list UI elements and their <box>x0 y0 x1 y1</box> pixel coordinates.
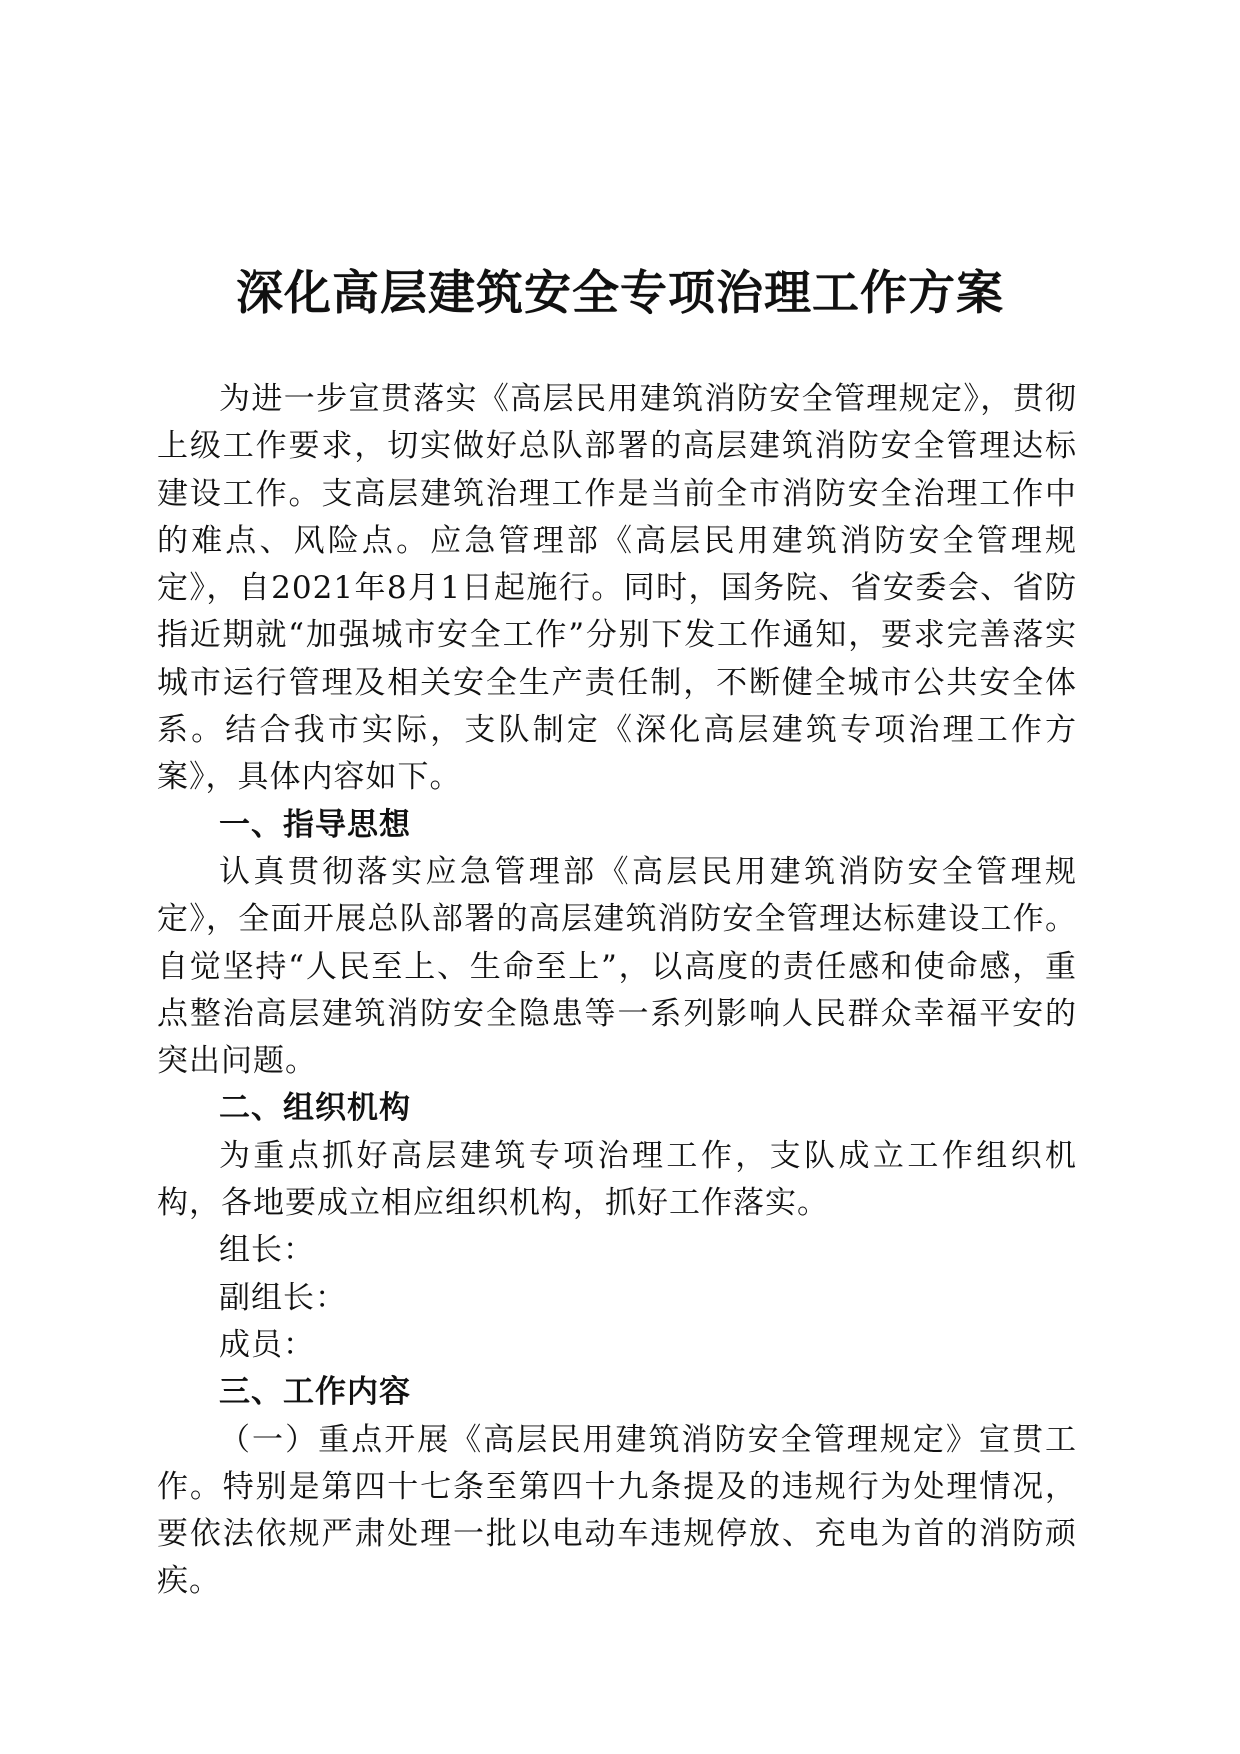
guiding-ideology-paragraph: 认真贯彻落实应急管理部《高层民用建筑消防安全管理规定》，全面开展总队部署的高层建筑消防安全管理达标建设工作。自觉坚持“人民至上、生命至上”，以高度的责任感和使命感，重点整治高层建筑消防安全隐患等一系列影响人民群众幸福平安的突出问题。 <box>157 853 1077 1080</box>
section-heading-organization: 二、组织机构 <box>219 1090 411 1127</box>
role-deputy-leader: 副组长： <box>219 1279 347 1316</box>
intro-paragraph: 为进一步宣贯落实《高层民用建筑消防安全管理规定》，贯彻上级工作要求，切实做好总队部署的高层建筑消防安全管理达标建设工作。支高层建筑治理工作是当前全市消防安全治理工作中的难点、风险点。应急管理部《高层民用建筑消防安全管理规定》，自2021年8月1日起施行。同时，国务院、省安委会、省防指近期就“加强城市安全工作”分别下发工作通知，要求完善落实城市运行管理及相关安全生产责任制，不断健全城市公共安全体系。结合我市实际，支队制定《深化高层建筑专项治理工作方案》，具体内容如下。 <box>157 381 1077 796</box>
document-body <box>157 376 1077 1606</box>
document-title: 深化高层建筑安全专项治理工作方案 <box>236 266 1004 321</box>
work-content-paragraph-1: （一）重点开展《高层民用建筑消防安全管理规定》宣贯工作。特别是第四十七条至第四十九条提及的违规行为处理情况，要依法依规严肃处理一批以电动车违规停放、充电为首的消防顽疾。 <box>157 1421 1077 1600</box>
role-members: 成员： <box>219 1326 315 1363</box>
section-heading-work-content: 三、工作内容 <box>219 1374 411 1411</box>
section-heading-guiding-ideology: 一、指导思想 <box>219 806 411 843</box>
organization-paragraph: 为重点抓好高层建筑专项治理工作，支队成立工作组织机构，各地要成立相应组织机构，抓好工作落实。 <box>157 1137 1077 1222</box>
role-leader: 组长： <box>219 1232 315 1269</box>
